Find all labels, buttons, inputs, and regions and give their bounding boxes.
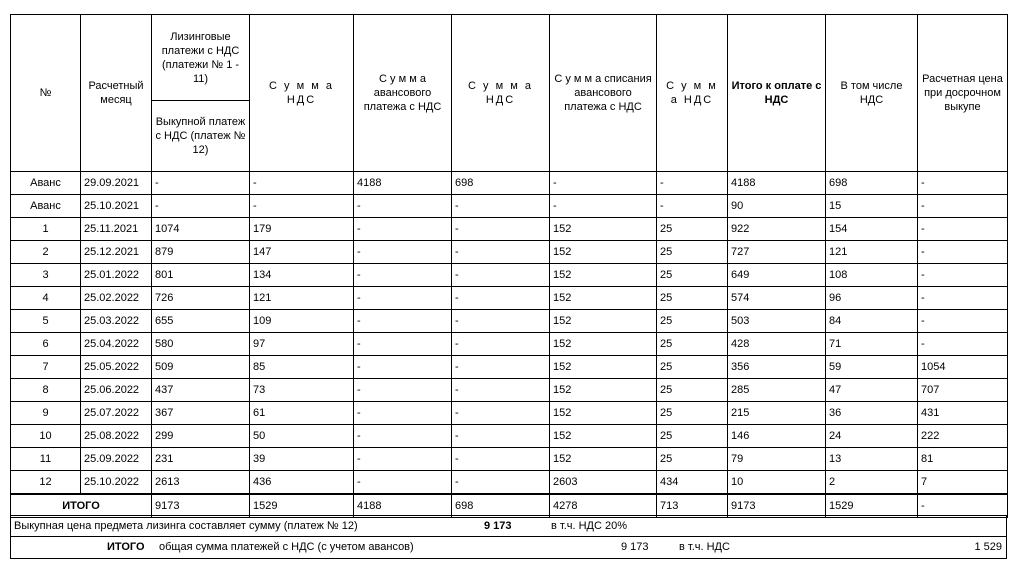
cell-pay: 580 [152, 333, 250, 356]
grand-total-vat-value: 1 529 [974, 541, 1002, 553]
cell-pay: 231 [152, 448, 250, 471]
cell-pay: 2613 [152, 471, 250, 495]
cell-totvat: 24 [826, 425, 918, 448]
cell-pay: 509 [152, 356, 250, 379]
cell-n: 10 [11, 425, 81, 448]
cell-pay: 726 [152, 287, 250, 310]
cell-pay: 801 [152, 264, 250, 287]
cell-totvat: 698 [826, 172, 918, 195]
cell-vat: 147 [250, 241, 354, 264]
header-num: № [11, 15, 81, 172]
cell-pay: 437 [152, 379, 250, 402]
cell-wovat: 25 [657, 356, 728, 379]
table-row [11, 448, 1008, 471]
cell-total: 574 [728, 287, 826, 310]
cell-totvat: 2 [826, 471, 918, 495]
cell-total: 285 [728, 379, 826, 402]
cell-vat: 179 [250, 218, 354, 241]
cell-buy: - [918, 218, 1008, 241]
cell-adv: - [354, 356, 452, 379]
cell-adv: - [354, 425, 452, 448]
cell-wovat: 25 [657, 310, 728, 333]
cell-advvat: - [452, 471, 550, 495]
cell-vat: 121 [250, 287, 354, 310]
totals-row [11, 494, 1008, 518]
cell-adv: - [354, 471, 452, 495]
cell-buy: 222 [918, 425, 1008, 448]
cell-pay: 1074 [152, 218, 250, 241]
cell-adv: - [354, 402, 452, 425]
cell-total: 727 [728, 241, 826, 264]
cell-date: 25.12.2021 [81, 241, 152, 264]
cell-advvat: - [452, 333, 550, 356]
table-row [11, 287, 1008, 310]
header-vat-sum: С у м м а НДС [250, 15, 354, 172]
cell-wo: 152 [550, 402, 657, 425]
totals-adv: 4188 [354, 494, 452, 518]
table-row [11, 379, 1008, 402]
payment-schedule-table [10, 14, 1008, 518]
cell-adv: - [354, 287, 452, 310]
table-row [11, 402, 1008, 425]
cell-total: 503 [728, 310, 826, 333]
cell-totvat: 108 [826, 264, 918, 287]
cell-total: 79 [728, 448, 826, 471]
cell-n: 4 [11, 287, 81, 310]
cell-n: 12 [11, 471, 81, 495]
cell-total: 10 [728, 471, 826, 495]
cell-adv: - [354, 241, 452, 264]
table-body [11, 172, 1008, 495]
cell-totvat: 47 [826, 379, 918, 402]
totals-vat: 1529 [250, 494, 354, 518]
cell-pay: 299 [152, 425, 250, 448]
cell-wovat: 25 [657, 264, 728, 287]
cell-adv: - [354, 195, 452, 218]
header-vat-sum-3: С у м м а НДС [657, 15, 728, 172]
header-advance-writeoff: С у м м а списания авансового платежа с НДС [550, 15, 657, 172]
cell-advvat: - [452, 448, 550, 471]
cell-n: 9 [11, 402, 81, 425]
cell-wo: 152 [550, 356, 657, 379]
table-row [11, 195, 1008, 218]
totals-totvat: 1529 [826, 494, 918, 518]
cell-totvat: 121 [826, 241, 918, 264]
cell-vat: 109 [250, 310, 354, 333]
header-buyout-price: Расчетная цена при досрочном выкупе [918, 15, 1008, 172]
cell-advvat: 698 [452, 172, 550, 195]
cell-wo: 152 [550, 310, 657, 333]
cell-adv: - [354, 310, 452, 333]
cell-advvat: - [452, 425, 550, 448]
cell-n: 5 [11, 310, 81, 333]
cell-wovat: - [657, 172, 728, 195]
cell-wo: - [550, 195, 657, 218]
cell-total: 146 [728, 425, 826, 448]
cell-totvat: 96 [826, 287, 918, 310]
cell-total: 922 [728, 218, 826, 241]
cell-wo: 2603 [550, 471, 657, 495]
cell-total: 215 [728, 402, 826, 425]
cell-wovat: 25 [657, 425, 728, 448]
cell-buy: 81 [918, 448, 1008, 471]
cell-date: 25.07.2022 [81, 402, 152, 425]
cell-pay: - [152, 195, 250, 218]
buyout-summary [10, 515, 1007, 537]
totals-buy: - [918, 494, 1008, 518]
buyout-summary-text: Выкупная цена предмета лизинга составляет сумму (платеж № 12) [14, 520, 358, 532]
cell-vat: 134 [250, 264, 354, 287]
grand-total-label: ИТОГО [107, 541, 145, 553]
header-lease-payments: Лизинговые платежи с НДС (платежи № 1 - 11) [152, 15, 250, 101]
cell-buy: 7 [918, 471, 1008, 495]
cell-vat: - [250, 172, 354, 195]
table-row [11, 425, 1008, 448]
table-row [11, 172, 1008, 195]
totals-advvat: 698 [452, 494, 550, 518]
cell-n: 8 [11, 379, 81, 402]
cell-totvat: 154 [826, 218, 918, 241]
cell-n: 11 [11, 448, 81, 471]
cell-n: 6 [11, 333, 81, 356]
cell-wo: 152 [550, 264, 657, 287]
header-incl-vat: В том числе НДС [826, 15, 918, 172]
cell-adv: - [354, 218, 452, 241]
cell-total: 649 [728, 264, 826, 287]
cell-total: 4188 [728, 172, 826, 195]
cell-date: 25.10.2021 [81, 195, 152, 218]
cell-buy: - [918, 310, 1008, 333]
table-row [11, 471, 1008, 495]
cell-buy: 431 [918, 402, 1008, 425]
cell-vat: 61 [250, 402, 354, 425]
totals-wovat: 713 [657, 494, 728, 518]
cell-wovat: 25 [657, 448, 728, 471]
totals-wo: 4278 [550, 494, 657, 518]
totals-total: 9173 [728, 494, 826, 518]
cell-vat: 97 [250, 333, 354, 356]
cell-vat: 85 [250, 356, 354, 379]
cell-adv: - [354, 264, 452, 287]
cell-n: 1 [11, 218, 81, 241]
cell-date: 25.03.2022 [81, 310, 152, 333]
header-advance-sum: С у м м а авансового платежа с НДС [354, 15, 452, 172]
header-vat-sum-2: С у м м а НДС [452, 15, 550, 172]
cell-date: 25.10.2022 [81, 471, 152, 495]
buyout-summary-vat: в т.ч. НДС 20% [551, 520, 628, 532]
cell-n: 7 [11, 356, 81, 379]
cell-totvat: 36 [826, 402, 918, 425]
cell-pay: 367 [152, 402, 250, 425]
cell-date: 25.09.2022 [81, 448, 152, 471]
cell-buy: 1054 [918, 356, 1008, 379]
totals-label: ИТОГО [11, 494, 152, 518]
table-row [11, 241, 1008, 264]
cell-advvat: - [452, 287, 550, 310]
cell-advvat: - [452, 264, 550, 287]
header-buyout-payment: Выкупной платеж с НДС (платеж № 12) [152, 101, 250, 172]
cell-wo: 152 [550, 218, 657, 241]
cell-totvat: 71 [826, 333, 918, 356]
buyout-summary-value: 9 173 [484, 520, 512, 532]
cell-buy: 707 [918, 379, 1008, 402]
grand-total-value: 9 173 [621, 541, 649, 553]
cell-buy: - [918, 287, 1008, 310]
cell-totvat: 15 [826, 195, 918, 218]
cell-wo: 152 [550, 333, 657, 356]
cell-date: 25.05.2022 [81, 356, 152, 379]
cell-advvat: - [452, 241, 550, 264]
cell-wovat: 25 [657, 218, 728, 241]
cell-n: Аванс [11, 172, 81, 195]
cell-date: 25.02.2022 [81, 287, 152, 310]
table-row [11, 218, 1008, 241]
cell-date: 25.01.2022 [81, 264, 152, 287]
cell-n: Аванс [11, 195, 81, 218]
cell-wovat: - [657, 195, 728, 218]
cell-n: 2 [11, 241, 81, 264]
cell-buy: - [918, 264, 1008, 287]
cell-date: 25.04.2022 [81, 333, 152, 356]
grand-total-summary [10, 537, 1007, 559]
cell-adv: - [354, 333, 452, 356]
cell-wo: 152 [550, 379, 657, 402]
cell-buy: - [918, 241, 1008, 264]
cell-totvat: 59 [826, 356, 918, 379]
cell-wo: 152 [550, 448, 657, 471]
cell-totvat: 84 [826, 310, 918, 333]
cell-n: 3 [11, 264, 81, 287]
cell-advvat: - [452, 218, 550, 241]
cell-wo: 152 [550, 287, 657, 310]
cell-wo: 152 [550, 241, 657, 264]
grand-total-vat-label: в т.ч. НДС [679, 541, 730, 553]
cell-wovat: 25 [657, 379, 728, 402]
table-row [11, 310, 1008, 333]
cell-pay: 879 [152, 241, 250, 264]
cell-buy: - [918, 333, 1008, 356]
header-total-pay: Итого к оплате с НДС [728, 15, 826, 172]
cell-date: 25.11.2021 [81, 218, 152, 241]
cell-buy: - [918, 172, 1008, 195]
cell-adv: 4188 [354, 172, 452, 195]
table-row [11, 333, 1008, 356]
cell-advvat: - [452, 379, 550, 402]
cell-wo: - [550, 172, 657, 195]
cell-vat: - [250, 195, 354, 218]
cell-wovat: 434 [657, 471, 728, 495]
cell-total: 356 [728, 356, 826, 379]
cell-total: 90 [728, 195, 826, 218]
cell-date: 25.06.2022 [81, 379, 152, 402]
grand-total-text: общая сумма платежей с НДС (с учетом авансов) [159, 541, 414, 553]
cell-buy: - [918, 195, 1008, 218]
cell-vat: 39 [250, 448, 354, 471]
cell-vat: 436 [250, 471, 354, 495]
cell-date: 29.09.2021 [81, 172, 152, 195]
cell-vat: 50 [250, 425, 354, 448]
cell-wo: 152 [550, 425, 657, 448]
cell-advvat: - [452, 402, 550, 425]
cell-wovat: 25 [657, 241, 728, 264]
header-month: Расчетный месяц [81, 15, 152, 172]
cell-date: 25.08.2022 [81, 425, 152, 448]
cell-wovat: 25 [657, 333, 728, 356]
cell-pay: 655 [152, 310, 250, 333]
lease-schedule [10, 14, 1007, 518]
cell-wovat: 25 [657, 287, 728, 310]
table-row [11, 356, 1008, 379]
cell-advvat: - [452, 356, 550, 379]
cell-advvat: - [452, 195, 550, 218]
cell-advvat: - [452, 310, 550, 333]
totals-pay: 9173 [152, 494, 250, 518]
cell-wovat: 25 [657, 402, 728, 425]
cell-vat: 73 [250, 379, 354, 402]
cell-adv: - [354, 379, 452, 402]
cell-pay: - [152, 172, 250, 195]
table-row [11, 264, 1008, 287]
cell-total: 428 [728, 333, 826, 356]
cell-totvat: 13 [826, 448, 918, 471]
cell-adv: - [354, 448, 452, 471]
